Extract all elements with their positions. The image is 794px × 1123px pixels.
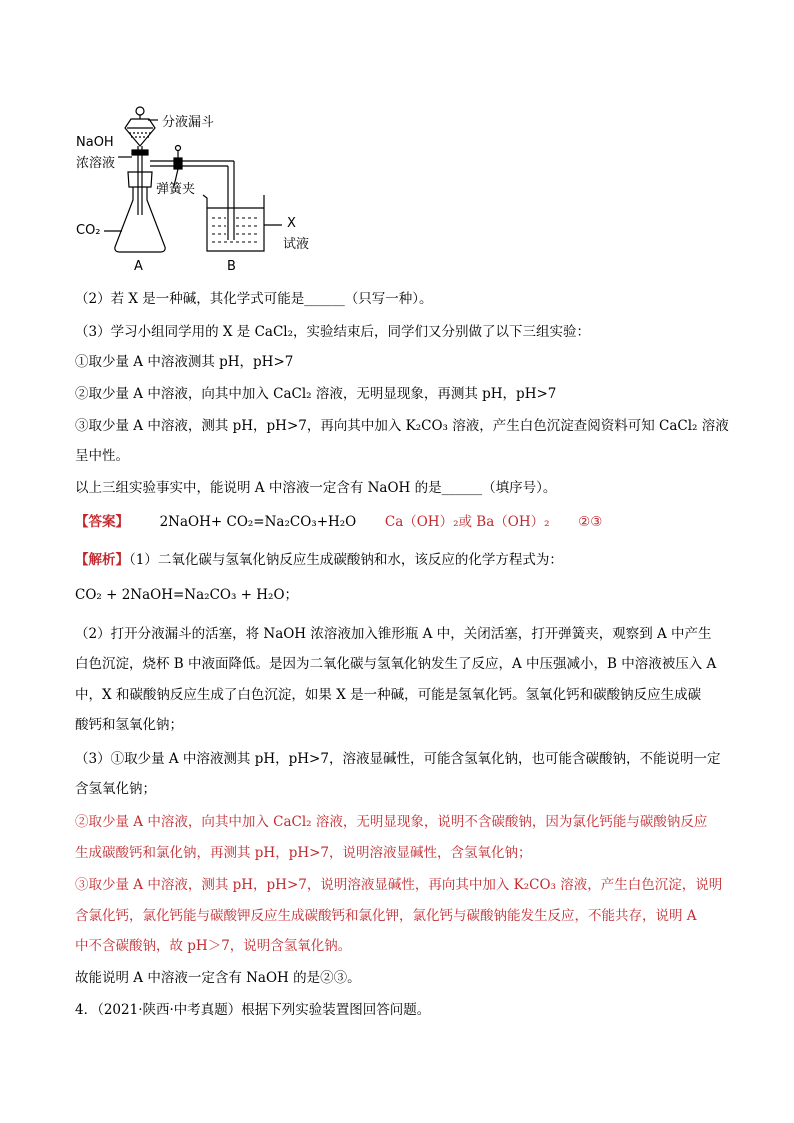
next-question: 4．（2021·陕西·中考真题）根据下列实验装置图回答问题。: [75, 1002, 431, 1018]
answer-choices: ②③: [578, 514, 603, 530]
question-3-item-3: ③取少量 A 中溶液，测其 pH，pH>7，再向其中加入 K₂CO₃ 溶液，产生白色沉淀查阅资料可知 CaCl₂ 溶液: [75, 418, 729, 434]
question-3-item-1: ①取少量 A 中溶液测其 pH，pH>7: [75, 354, 294, 370]
analysis-p5-line1: ③取少量 A 中溶液，测其 pH，pH>7，说明溶液显碱性，再向其中加入 K₂CO₃ 溶液，产生白色沉淀，说明: [75, 877, 723, 893]
question-3-item-3-cont: 呈中性。: [75, 448, 129, 464]
apparatus-diagram: [0, 0, 794, 290]
analysis-p1-text: （1）二氧化碳与氢氧化钠反应生成碳酸钠和水，该反应的化学方程式为：: [129, 552, 563, 568]
analysis-p2-line3: 中，X 和碳酸钠反应生成了白色沉淀，如果 X 是一种碱，可能是氢氧化钙。氢氧化钙和碳酸钠反应生成碳: [75, 687, 702, 703]
spring-clip-label: 弹簧夹: [156, 182, 196, 197]
naoh-label: NaOH: [76, 135, 114, 150]
answer-base: Ca（OH）₂或 Ba（OH）₂: [384, 514, 550, 530]
funnel-label: 分液漏斗: [162, 115, 215, 130]
answer-tag: 【答案】: [75, 514, 129, 530]
analysis-p1-equation: CO₂ + 2NaOH=Na₂CO₃ + H₂O；: [75, 587, 299, 603]
question-3-ask: 以上三组实验事实中，能说明 A 中溶液一定含有 NaOH 的是______（填序号）。: [75, 480, 557, 496]
answer-equation: 2NaOH+ CO₂=Na₂CO₃+H₂O: [159, 514, 357, 530]
answer-row: [75, 512, 602, 532]
analysis-p4-line1: ②取少量 A 中溶液，向其中加入 CaCl₂ 溶液，无明显现象，说明不含碳酸钠，因为氯化钙能与碳酸钠反应: [75, 814, 708, 830]
question-3-item-2: ②取少量 A 中溶液，向其中加入 CaCl₂ 溶液，无明显现象，再测其 pH，pH>7: [75, 386, 557, 402]
analysis-p3-line1: （3）①取少量 A 中溶液测其 pH，pH>7，溶液显碱性，可能含氢氧化钠，也可能含碳酸钠，不能说明一定: [75, 751, 721, 767]
naoh-concentrated-label: 浓溶液: [76, 156, 116, 171]
x-solution-label: 试液: [283, 237, 310, 252]
x-label: X: [287, 216, 296, 231]
analysis-p1: [75, 550, 563, 570]
analysis-p5-line3: 中不含碳酸钠，故 pH＞7，说明含氢氧化钠。: [75, 938, 352, 954]
analysis-p2-line4: 酸钙和氢氧化钠；: [75, 717, 183, 733]
funnel-stopper: [136, 107, 144, 115]
question-3-intro: （3）学习小组同学用的 X 是 CaCl₂，实验结束后，同学们又分别做了以下三组实验：: [75, 324, 591, 340]
analysis-p2-line2: 白色沉淀，烧杯 B 中液面降低。是因为二氧化碳与氢氧化钠发生了反应，A 中压强减小，B 中溶液被压入 A: [75, 656, 717, 672]
question-2: （2）若 X 是一种碱，其化学式可能是______（只写一种）。: [75, 291, 433, 307]
co2-label: CO₂: [76, 223, 101, 238]
beaker-b-label: B: [227, 259, 236, 274]
analysis-p2-line1: （2）打开分液漏斗的活塞，将 NaOH 浓溶液加入锥形瓶 A 中，关闭活塞，打开弹簧夹，观察到 A 中产生: [75, 626, 712, 642]
analysis-p4-line2: 生成碳酸钙和氯化钠，再测其 pH，pH>7，说明溶液显碱性，含氢氧化钠；: [75, 845, 532, 861]
analysis-tag: 【解析】: [75, 552, 129, 568]
analysis-conclusion: 故能说明 A 中溶液一定含有 NaOH 的是②③。: [75, 970, 361, 986]
spring-clip: [174, 158, 182, 169]
analysis-p5-line2: 含氯化钙，氯化钙能与碳酸钾反应生成碳酸钙和氯化钾，氯化钙与碳酸钠能发生反应，不能共存，说明 A: [75, 908, 697, 924]
flask-a-label: A: [134, 259, 143, 274]
analysis-p3-line2: 含氢氧化钠；: [75, 781, 156, 797]
